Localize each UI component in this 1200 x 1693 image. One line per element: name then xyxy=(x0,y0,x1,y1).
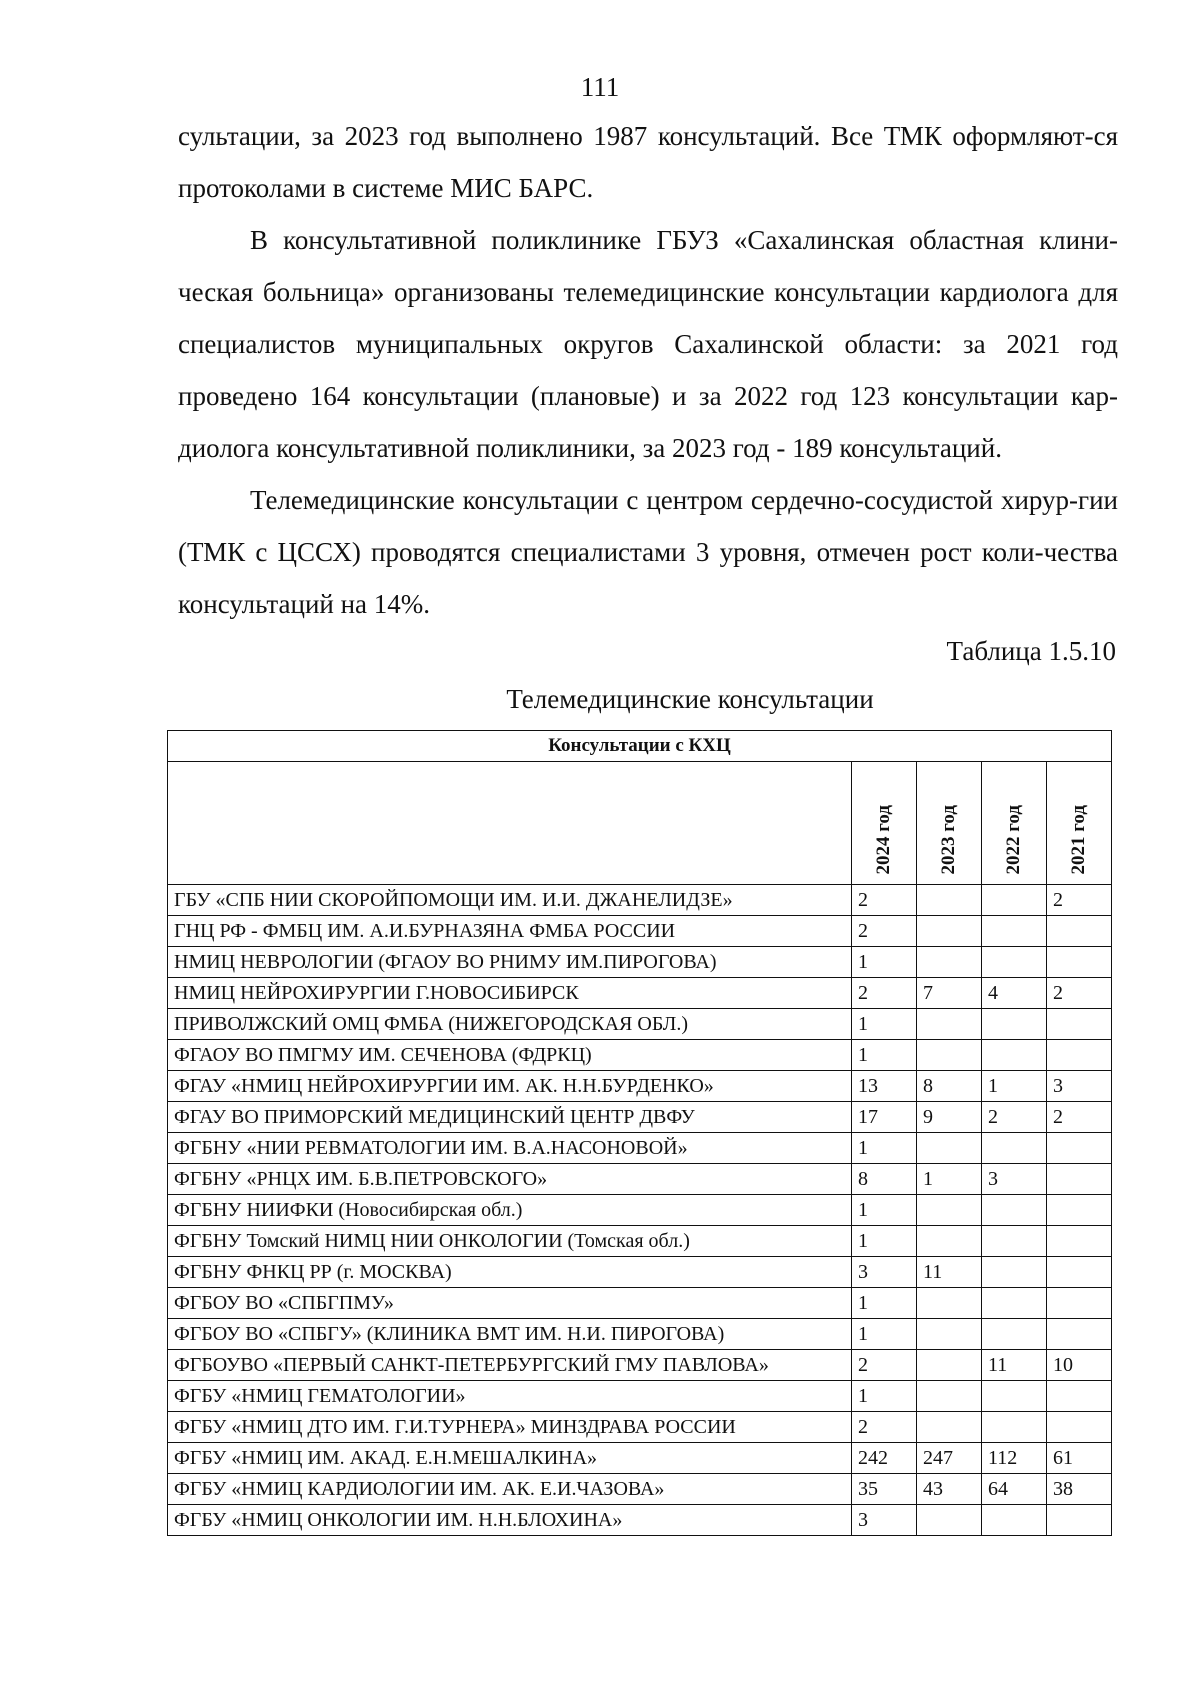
table-row xyxy=(168,885,1112,916)
value-cell: 247 xyxy=(917,1443,982,1474)
value-cell: 1 xyxy=(852,1319,917,1350)
paragraph: В консультативной поликлинике ГБУЗ «Сахалинская областная клини-ческая больница» организованы телемедицинские консультации кардиолога для специалистов муниципальных округов Сахалинской области: за 2021 год проведено 164 консультации (плановые) и за 2022 год 123 консультации кар-диолога консультативной поликлиники, за 2023 год - 189 консультаций. xyxy=(178,225,1118,463)
value-cell xyxy=(982,1257,1047,1288)
paragraph: Телемедицинские консультации с центром сердечно-сосудистой хирур-гии (ТМК с ЦССХ) проводятся специалистами 3 уровня, отмечен рост коли-чества консультаций на 14%. xyxy=(178,485,1118,619)
value-cell xyxy=(1047,947,1112,978)
table-row xyxy=(168,1133,1112,1164)
value-cell xyxy=(917,1505,982,1536)
value-cell xyxy=(917,1133,982,1164)
value-cell: 8 xyxy=(917,1071,982,1102)
value-cell: 64 xyxy=(982,1474,1047,1505)
value-cell: 3 xyxy=(852,1257,917,1288)
table-row xyxy=(168,916,1112,947)
year-header-2021: 2021 год xyxy=(1047,762,1112,885)
value-cell xyxy=(1047,1288,1112,1319)
org-name-cell: НМИЦ НЕЙРОХИРУРГИИ Г.НОВОСИБИРСК xyxy=(168,978,852,1009)
value-cell: 2 xyxy=(1047,885,1112,916)
value-cell: 4 xyxy=(982,978,1047,1009)
year-header-2024: 2024 год xyxy=(852,762,917,885)
value-cell: 7 xyxy=(917,978,982,1009)
value-cell: 1 xyxy=(852,1009,917,1040)
value-cell xyxy=(982,1319,1047,1350)
value-cell: 242 xyxy=(852,1443,917,1474)
value-cell: 11 xyxy=(982,1350,1047,1381)
table-row xyxy=(168,947,1112,978)
value-cell xyxy=(917,947,982,978)
value-cell: 2 xyxy=(852,1350,917,1381)
value-cell xyxy=(1047,916,1112,947)
value-cell xyxy=(982,916,1047,947)
value-cell xyxy=(1047,1319,1112,1350)
value-cell xyxy=(917,1412,982,1443)
value-cell xyxy=(982,1381,1047,1412)
value-cell xyxy=(1047,1133,1112,1164)
table-row xyxy=(168,1009,1112,1040)
org-name-cell: ФГАУ ВО ПРИМОРСКИЙ МЕДИЦИНСКИЙ ЦЕНТР ДВФУ xyxy=(168,1102,852,1133)
value-cell: 1 xyxy=(852,1226,917,1257)
org-name-cell: ФГБОУ ВО «СПБГУ» (КЛИНИКА ВМТ ИМ. Н.И. ПИРОГОВА) xyxy=(168,1319,852,1350)
org-name-cell: ФГБУ «НМИЦ ОНКОЛОГИИ ИМ. Н.Н.БЛОХИНА» xyxy=(168,1505,852,1536)
table-row xyxy=(168,1319,1112,1350)
value-cell xyxy=(982,885,1047,916)
value-cell xyxy=(982,1195,1047,1226)
value-cell xyxy=(982,1040,1047,1071)
value-cell: 3 xyxy=(982,1164,1047,1195)
value-cell xyxy=(917,885,982,916)
value-cell: 1 xyxy=(852,1195,917,1226)
org-name-cell: ГНЦ РФ - ФМБЦ ИМ. А.И.БУРНАЗЯНА ФМБА РОССИИ xyxy=(168,916,852,947)
value-cell: 38 xyxy=(1047,1474,1112,1505)
table-row xyxy=(168,978,1112,1009)
table-row xyxy=(168,1412,1112,1443)
table-row xyxy=(168,1071,1112,1102)
value-cell: 61 xyxy=(1047,1443,1112,1474)
value-cell xyxy=(917,1226,982,1257)
org-name-cell: НМИЦ НЕВРОЛОГИИ (ФГАОУ ВО РНИМУ ИМ.ПИРОГОВА) xyxy=(168,947,852,978)
value-cell: 11 xyxy=(917,1257,982,1288)
value-cell xyxy=(917,1195,982,1226)
org-name-cell: ФГБУ «НМИЦ ИМ. АКАД. Е.Н.МЕШАЛКИНА» xyxy=(168,1443,852,1474)
table-row xyxy=(168,1443,1112,1474)
org-name-cell: ФГБНУ ФНКЦ РР (г. МОСКВА) xyxy=(168,1257,852,1288)
body-text xyxy=(178,110,1118,630)
table-row xyxy=(168,1381,1112,1412)
value-cell: 2 xyxy=(852,1412,917,1443)
org-name-cell: ФГБНУ «РНЦХ ИМ. Б.В.ПЕТРОВСКОГО» xyxy=(168,1164,852,1195)
value-cell: 3 xyxy=(852,1505,917,1536)
value-cell: 35 xyxy=(852,1474,917,1505)
value-cell xyxy=(917,1381,982,1412)
value-cell xyxy=(917,1288,982,1319)
value-cell: 2 xyxy=(1047,1102,1112,1133)
value-cell: 9 xyxy=(917,1102,982,1133)
org-name-cell: ФГБУ «НМИЦ ГЕМАТОЛОГИИ» xyxy=(168,1381,852,1412)
value-cell: 1 xyxy=(852,1288,917,1319)
consultations-table xyxy=(167,730,1112,1536)
value-cell: 43 xyxy=(917,1474,982,1505)
value-cell: 1 xyxy=(852,1040,917,1071)
table-row xyxy=(168,1288,1112,1319)
value-cell xyxy=(917,1319,982,1350)
table-caption: Таблица 1.5.10 xyxy=(946,636,1116,666)
table-row xyxy=(168,1226,1112,1257)
value-cell: 10 xyxy=(1047,1350,1112,1381)
value-cell: 2 xyxy=(852,978,917,1009)
value-cell xyxy=(982,947,1047,978)
value-cell xyxy=(1047,1505,1112,1536)
value-cell xyxy=(917,916,982,947)
value-cell xyxy=(1047,1164,1112,1195)
table-row xyxy=(168,1195,1112,1226)
table-title: Телемедицинские консультации xyxy=(506,684,874,714)
table-row xyxy=(168,1505,1112,1536)
value-cell xyxy=(982,1505,1047,1536)
org-name-cell: ПРИВОЛЖСКИЙ ОМЦ ФМБА (НИЖЕГОРОДСКАЯ ОБЛ.) xyxy=(168,1009,852,1040)
value-cell: 1 xyxy=(982,1071,1047,1102)
value-cell xyxy=(982,1133,1047,1164)
org-name-cell: ФГБНУ «НИИ РЕВМАТОЛОГИИ ИМ. В.А.НАСОНОВОЙ» xyxy=(168,1133,852,1164)
page-number: 111 xyxy=(580,72,620,102)
org-name-cell: ГБУ «СПБ НИИ СКОРОЙПОМОЩИ ИМ. И.И. ДЖАНЕЛИДЗЕ» xyxy=(168,885,852,916)
value-cell xyxy=(982,1009,1047,1040)
value-cell xyxy=(917,1040,982,1071)
table-row xyxy=(168,1040,1112,1071)
org-name-cell: ФГБНУ НИИФКИ (Новосибирская обл.) xyxy=(168,1195,852,1226)
value-cell xyxy=(917,1350,982,1381)
value-cell xyxy=(982,1412,1047,1443)
value-cell xyxy=(917,1009,982,1040)
org-name-cell: ФГБОУ ВО «СПБГПМУ» xyxy=(168,1288,852,1319)
value-cell xyxy=(982,1288,1047,1319)
org-name-cell: ФГАОУ ВО ПМГМУ ИМ. СЕЧЕНОВА (ФДРКЦ) xyxy=(168,1040,852,1071)
table-row xyxy=(168,1474,1112,1505)
org-name-cell: ФГБОУВО «ПЕРВЫЙ САНКТ-ПЕТЕРБУРГСКИЙ ГМУ ПАВЛОВА» xyxy=(168,1350,852,1381)
value-cell: 2 xyxy=(982,1102,1047,1133)
paragraph: сультации, за 2023 год выполнено 1987 консультаций. Все ТМК оформляют-ся протоколами в системе МИС БАРС. xyxy=(178,121,1118,203)
value-cell: 1 xyxy=(852,947,917,978)
table-row xyxy=(168,1257,1112,1288)
value-cell xyxy=(982,1226,1047,1257)
value-cell: 1 xyxy=(852,1133,917,1164)
org-name-cell: ФГБУ «НМИЦ ДТО ИМ. Г.И.ТУРНЕРА» МИНЗДРАВА РОССИИ xyxy=(168,1412,852,1443)
table-row xyxy=(168,1164,1112,1195)
org-name-cell: ФГАУ «НМИЦ НЕЙРОХИРУРГИИ ИМ. АК. Н.Н.БУРДЕНКО» xyxy=(168,1071,852,1102)
table-row xyxy=(168,1350,1112,1381)
table-row xyxy=(168,1102,1112,1133)
org-name-cell: ФГБНУ Томский НИМЦ НИИ ОНКОЛОГИИ (Томская обл.) xyxy=(168,1226,852,1257)
value-cell: 1 xyxy=(917,1164,982,1195)
org-name-cell: ФГБУ «НМИЦ КАРДИОЛОГИИ ИМ. АК. Е.И.ЧАЗОВА» xyxy=(168,1474,852,1505)
value-cell: 2 xyxy=(1047,978,1112,1009)
value-cell xyxy=(1047,1381,1112,1412)
section-header: Консультации с КХЦ xyxy=(168,731,1112,762)
year-header-2023: 2023 год xyxy=(917,762,982,885)
value-cell: 17 xyxy=(852,1102,917,1133)
value-cell xyxy=(1047,1195,1112,1226)
value-cell xyxy=(1047,1257,1112,1288)
value-cell: 13 xyxy=(852,1071,917,1102)
value-cell: 1 xyxy=(852,1381,917,1412)
value-cell xyxy=(1047,1040,1112,1071)
value-cell xyxy=(1047,1226,1112,1257)
value-cell xyxy=(1047,1009,1112,1040)
value-cell xyxy=(1047,1412,1112,1443)
year-header-2022: 2022 год xyxy=(982,762,1047,885)
value-cell: 2 xyxy=(852,916,917,947)
value-cell: 2 xyxy=(852,885,917,916)
org-column-header xyxy=(168,762,852,885)
value-cell: 3 xyxy=(1047,1071,1112,1102)
value-cell: 8 xyxy=(852,1164,917,1195)
value-cell: 112 xyxy=(982,1443,1047,1474)
